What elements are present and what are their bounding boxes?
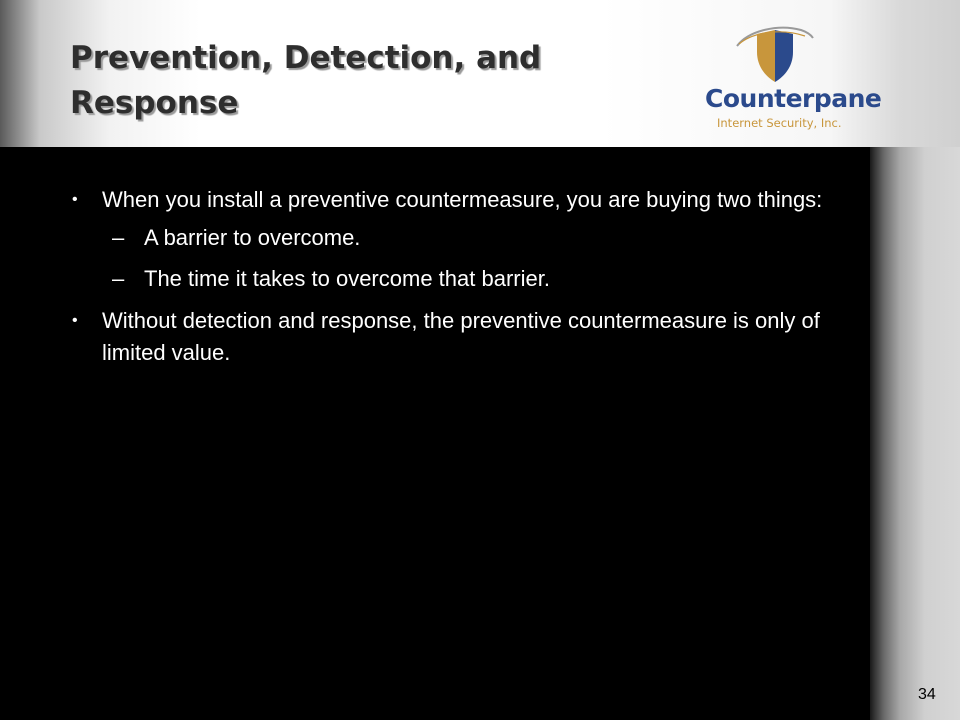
- dash-marker: –: [112, 225, 125, 250]
- sub-bullet-text: A barrier to overcome.: [144, 225, 361, 250]
- dash-marker: –: [112, 266, 125, 291]
- shield-swoosh-icon: [735, 26, 815, 88]
- bullet-item: [72, 305, 832, 369]
- bullet-marker: •: [72, 191, 78, 208]
- logo-tagline: Internet Security, Inc.: [717, 116, 842, 130]
- bullet-text: Without detection and response, the preventive countermeasure is only of limited value.: [102, 308, 820, 365]
- sub-bullet-list: [72, 222, 832, 295]
- slide-body: [72, 184, 832, 369]
- sub-bullet-text: The time it takes to overcome that barrier.: [144, 266, 550, 291]
- sub-bullet-item: [72, 222, 832, 254]
- bullet-text: When you install a preventive countermeasure, you are buying two things:: [102, 187, 823, 212]
- sub-bullet-item: [72, 263, 832, 295]
- bullet-item: [72, 184, 832, 216]
- company-logo: [700, 26, 882, 138]
- slide-title: Prevention, Detection, and Response: [70, 40, 542, 121]
- logo-wordmark: Counterpane: [705, 84, 882, 113]
- page-number: 34: [918, 686, 936, 703]
- bullet-marker: •: [72, 312, 78, 329]
